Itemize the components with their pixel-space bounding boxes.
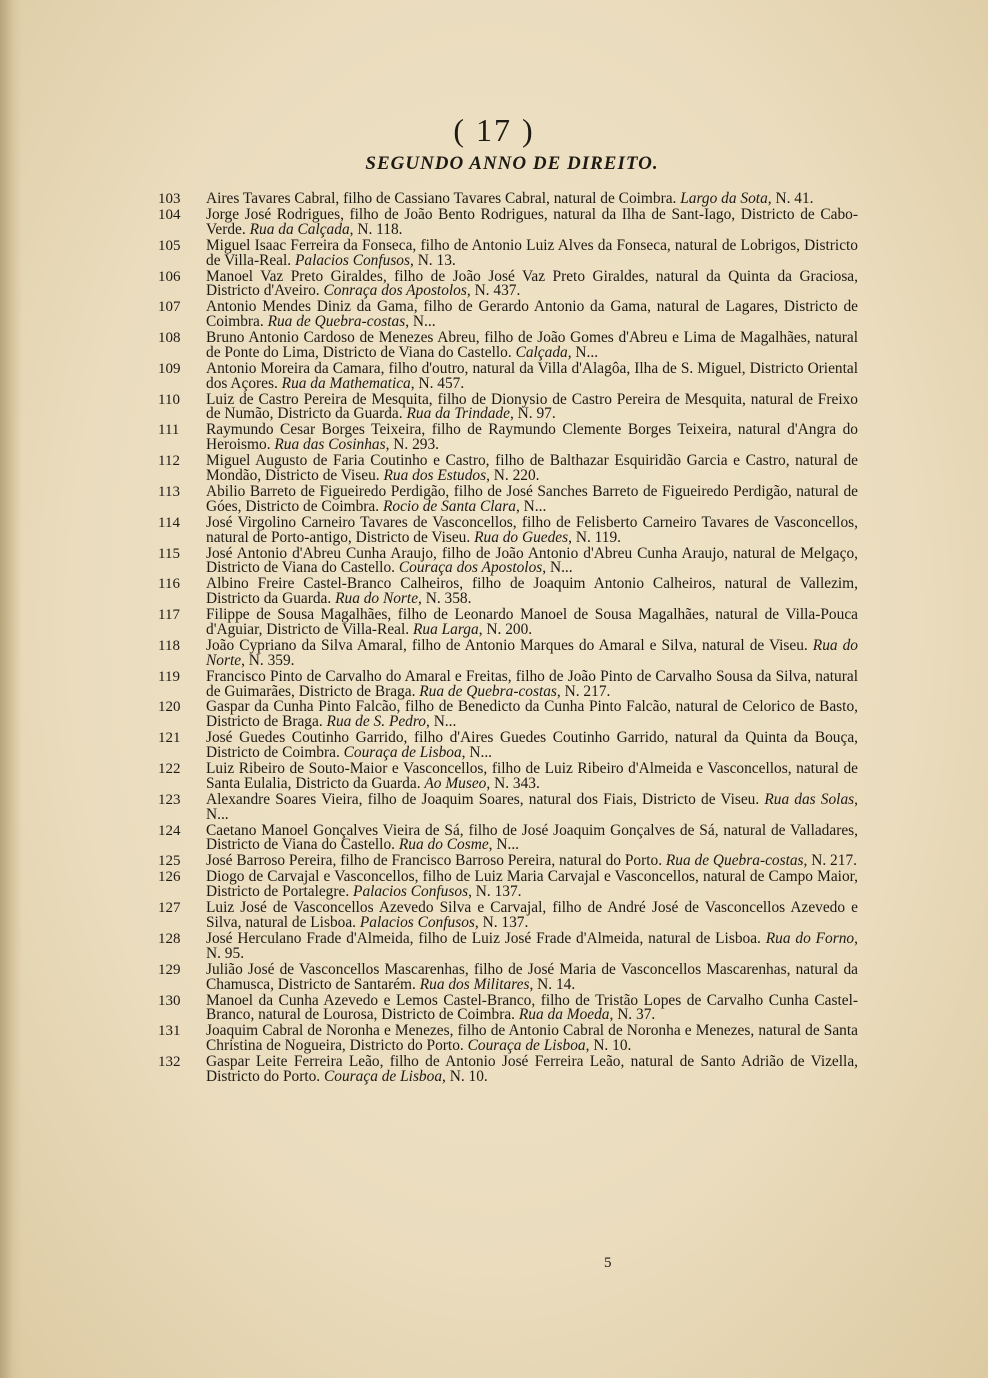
entry-address: Rua das Solas: [764, 790, 855, 808]
list-item: [158, 267, 858, 300]
entry-house-number: , N. 119.: [568, 528, 622, 546]
list-item: [158, 991, 858, 1024]
list-item: [158, 854, 858, 869]
entry-description: José Antonio d'Abreu Cunha Araujo, filho de João Antonio d'Abreu Cunha Araujo, natural de Melgaço, Districto de Viana do Castello.: [206, 544, 858, 577]
entry-number: 128: [158, 930, 181, 947]
entry-number: 117: [158, 607, 180, 624]
entry-number: 132: [158, 1054, 181, 1071]
list-item: [158, 205, 858, 238]
list-item: [158, 929, 858, 962]
list-item: [158, 513, 858, 546]
entry-house-number: , N...: [461, 744, 493, 762]
entry-house-number: , N. 200.: [478, 620, 533, 638]
entry-address: Rua de Quebra-costas: [665, 852, 804, 870]
entry-address: Rua da Moeda: [518, 1006, 610, 1024]
list-item: [158, 423, 858, 453]
entry-house-number: , N. 457.: [410, 374, 465, 392]
entry-address: Rua das Cosinhas: [274, 436, 386, 454]
entry-text: [206, 870, 858, 900]
entry-text: [206, 454, 858, 484]
entry-number: 113: [158, 484, 180, 501]
entry-text: [206, 901, 858, 931]
entry-address: Rua de S. Pedro: [326, 713, 426, 731]
entry-description: Luiz Ribeiro de Souto-Maior e Vasconcellos, filho de Luiz Ribeiro d'Almeida e Vasconcellos, natural de Santa Eulalia, Districto da Guarda.: [206, 760, 858, 792]
entry-number: 126: [158, 869, 181, 886]
entry-house-number: , N...: [426, 713, 457, 731]
entry-address: Calçada: [515, 343, 568, 361]
entry-description: Gaspar Leite Ferreira Leão, filho de Antonio José Ferreira Leão, natural de Santo Adrião de Vizella, Districto do Porto.: [206, 1053, 858, 1085]
entry-description: Antonio Moreira da Camara, filho d'outro, natural da Villa d'Alagôa, Ilha de S. Miguel, Districto Oriental dos Açores.: [206, 359, 858, 392]
entry-address: Rua do Cosme: [398, 836, 489, 854]
entry-description: Miguel Augusto de Faria Coutinho e Castro, filho de Balthazar Esquiridão Garcia e Castro, natural de Mondão, Districto de Viseu.: [206, 452, 858, 485]
entry-text: [206, 1055, 858, 1085]
entry-text: [206, 700, 858, 730]
entry-house-number: , N. 359.: [241, 651, 295, 669]
entry-number: 107: [158, 299, 181, 316]
list-item: [158, 192, 858, 207]
entry-house-number: , N...: [567, 343, 599, 361]
entry-description: Gaspar da Cunha Pinto Falcão, filho de Benedicto da Cunha Pinto Falcão, natural de Celorico de Basto, Districto de Braga.: [206, 698, 858, 731]
entry-description: Bruno Antonio Cardoso de Menezes Abreu, filho de João Gomes d'Abreu e Lima de Magalhães, natural de Ponte do Lima, Districto de Viana do Castello.: [206, 329, 858, 361]
entry-description: Antonio Mendes Diniz da Gama, filho de Gerardo Antonio da Gama, natural de Lagares, Districto de Coimbra.: [206, 298, 858, 331]
entry-house-number: , N. 37.: [609, 1006, 656, 1024]
entry-address: Ao Museo: [424, 774, 487, 792]
entry-house-number: , N. 95.: [206, 929, 858, 962]
entry-house-number: , N...: [515, 497, 547, 515]
entry-description: José Herculano Frade d'Almeida, filho de Luiz José Frade d'Almeida, natural de Lisboa.: [206, 929, 761, 947]
list-item: [158, 667, 858, 700]
entry-address: Rua da Calçada: [249, 220, 350, 238]
list-item: [158, 390, 858, 423]
entry-address: Rua do Norte: [335, 590, 419, 608]
entry-text: [206, 192, 858, 207]
entry-description: Luiz de Castro Pereira de Mesquita, filho de Dionysio de Castro Pereira de Mesquita, natural de Freixo de Numão, Districto da Guarda.: [206, 390, 858, 423]
list-item: [158, 485, 858, 515]
entry-text: [206, 960, 858, 993]
entry-text: [206, 821, 858, 854]
list-item: [158, 821, 858, 854]
printer-signature: 5: [604, 1255, 612, 1271]
entry-address: Rua dos Estudos: [383, 467, 487, 485]
entry-text: [206, 667, 858, 700]
entry-description: Francisco Pinto de Carvalho do Amaral e Freitas, filho de João Pinto de Carvalho Sousa da Silva, natural de Guimarães, Districto de Braga.: [206, 667, 858, 700]
entry-number: 116: [158, 576, 180, 593]
entry-address: Rua de Quebra-costas: [419, 682, 557, 700]
student-list: [158, 192, 858, 1086]
entry-address: Largo da Sota: [680, 190, 768, 207]
entry-description: Manoel Vaz Preto Giraldes, filho de João José Vaz Preto Giraldes, natural da Quinta da Graciosa, Districto d'Aveiro.: [206, 267, 858, 300]
entry-house-number: , N...: [488, 836, 520, 854]
entry-description: Abilio Barreto de Figueiredo Perdigão, filho de José Sanches Barreto de Figueiredo Perdigão, natural de Góes, Districto de Coimbra.: [206, 483, 858, 515]
entry-number: 103: [158, 191, 181, 207]
entry-text: [206, 929, 858, 962]
entry-address: Rocio de Santa Clara: [382, 497, 516, 515]
entry-description: Luiz José de Vasconcellos Azevedo Silva e Carvajal, filho de André José de Vasconcellos Azevedo e Silva, natural de Lisboa.: [206, 899, 858, 931]
entry-address: Rua do Norte: [206, 636, 858, 669]
entry-number: 110: [158, 391, 180, 408]
entry-house-number: , N. 137.: [474, 913, 529, 931]
list-item: [158, 300, 858, 330]
entry-house-number: , N. 137.: [468, 883, 522, 901]
entry-description: Manoel da Cunha Azevedo e Lemos Castel-Branco, filho de Tristão Lopes de Carvalho Cunha Castel-Branco, natural de Lourosa, Districto de Coimbra.: [206, 991, 858, 1024]
entry-description: José Virgolino Carneiro Tavares de Vasconcellos, filho de Felisberto Carneiro Tavares de Vasconcellos, natural de Porto-antigo, Districto de Viseu.: [206, 513, 858, 546]
entry-number: 114: [158, 514, 180, 531]
entry-number: 124: [158, 822, 181, 839]
entry-description: Miguel Isaac Ferreira da Fonseca, filho de Antonio Luiz Alves da Fonseca, natural de Lobrigos, Districto de Villa-Real.: [206, 236, 858, 269]
entry-number: 121: [158, 730, 181, 747]
entry-description: João Cypriano da Silva Amaral, filho de Antonio Marques do Amaral e Silva, natural de Viseu.: [206, 636, 808, 654]
entry-number: 118: [158, 637, 180, 654]
list-item: [158, 731, 858, 761]
list-item: [158, 870, 858, 900]
entry-house-number: , N. 293.: [385, 436, 440, 454]
entry-number: 127: [158, 900, 181, 917]
entry-description: Alexandre Soares Vieira, filho de Joaquim Soares, natural dos Fiais, Districto de Viseu.: [206, 790, 760, 808]
list-item: [158, 700, 858, 730]
entry-number: 119: [158, 668, 180, 685]
entry-number: 131: [158, 1023, 181, 1040]
section-title: SEGUNDO ANNO DE DIREITO.: [365, 153, 659, 174]
entry-address: Conraça dos Apostolos: [323, 282, 467, 300]
entry-text: [206, 577, 858, 607]
entry-number: 109: [158, 360, 181, 377]
entry-house-number: , N. 343.: [486, 774, 540, 792]
entry-description: José Guedes Coutinho Garrido, filho d'Aires Guedes Coutinho Garrido, natural da Quinta da Bouça, Districto de Coimbra.: [206, 729, 858, 762]
entry-text: [206, 854, 858, 869]
list-item: [158, 790, 858, 823]
entry-description: Joaquim Cabral de Noronha e Menezes, filho de Antonio Cabral de Noronha e Menezes, natural de Santa Christina de Nogueira, Districto do Porto.: [206, 1022, 858, 1055]
entry-text: [206, 544, 858, 577]
entry-house-number: , N...: [206, 790, 858, 823]
list-item: [158, 901, 858, 931]
entry-house-number: , N. 118.: [349, 220, 403, 238]
entry-address: Rua do Guedes: [474, 528, 569, 546]
entry-address: Rua da Trindade: [406, 405, 510, 423]
entry-address: Couraça dos Apostolos: [398, 559, 543, 577]
entry-description: Albino Freire Castel-Branco Calheiros, filho de Joaquim Antonio Calheiros, natural de Vallezim, Districto da Guarda.: [206, 575, 858, 608]
entry-address: Palacios Confusos: [353, 883, 469, 901]
entry-house-number: , N. 97.: [509, 405, 556, 423]
list-item: [158, 1024, 858, 1054]
entry-number: 105: [158, 237, 181, 254]
entry-house-number: , N...: [405, 313, 436, 331]
list-item: [158, 608, 858, 638]
entry-number: 120: [158, 699, 181, 716]
entry-house-number: , N. 13.: [410, 251, 456, 269]
entry-address: Palacios Confusos: [359, 913, 475, 931]
entry-text: [206, 267, 858, 300]
entry-description: Caetano Manoel Gonçalves Vieira de Sá, filho de José Joaquim Gonçalves de Sá, natural de Valladares, Districto de Viana do Castello.: [206, 821, 858, 854]
entry-number: 129: [158, 961, 181, 978]
entry-number: 115: [158, 545, 180, 562]
list-item: [158, 359, 858, 392]
entry-address: Couraça de Lisboa: [324, 1067, 443, 1085]
entry-address: Rua de Quebra-costas: [267, 313, 406, 331]
entry-text: [206, 790, 858, 823]
entry-description: Filippe de Sousa Magalhães, filho de Leonardo Manoel de Sousa Magalhães, natural de Villa-Pouca d'Aguiar, Districto de Villa-Real.: [206, 606, 858, 638]
entry-number: 123: [158, 791, 181, 808]
entry-text: [206, 390, 858, 423]
entry-address: Rua do Forno: [765, 929, 855, 947]
binding-gutter: [0, 0, 22, 1378]
entry-house-number: , N. 10.: [585, 1037, 632, 1055]
entry-description: Jorge José Rodrigues, filho de João Bento Rodrigues, natural da Ilha de Sant-Iago, Districto de Cabo-Verde.: [206, 205, 858, 238]
entry-number: 125: [158, 853, 181, 870]
entry-text: [206, 485, 858, 515]
entry-text: [206, 731, 858, 761]
entry-number: 111: [158, 422, 180, 439]
list-item: [158, 577, 858, 607]
entry-text: [206, 991, 858, 1024]
entry-number: 104: [158, 206, 181, 223]
entry-address: Rua dos Militares: [419, 975, 530, 993]
entry-description: Aires Tavares Cabral, filho de Cassiano Tavares Cabral, natural de Coimbra.: [206, 190, 677, 207]
entry-house-number: , N...: [542, 559, 573, 577]
list-item: [158, 236, 858, 269]
entry-text: [206, 423, 858, 453]
entry-address: Rua Larga: [412, 620, 479, 638]
entry-house-number: , N. 437.: [466, 282, 521, 300]
list-item: [158, 960, 858, 993]
entry-description: Diogo de Carvajal e Vasconcellos, filho de Luiz Maria Carvajal e Vasconcellos, natural de Campo Maior, Districto de Portalegre.: [206, 868, 858, 901]
entry-house-number: , N. 217.: [803, 852, 857, 870]
entry-number: 130: [158, 992, 181, 1009]
list-item: [158, 331, 858, 361]
entry-text: [206, 300, 858, 330]
list-item: [158, 762, 858, 792]
entry-text: [206, 1024, 858, 1054]
entry-text: [206, 236, 858, 269]
entry-text: [206, 359, 858, 392]
entry-address: Palacios Confusos: [294, 251, 410, 269]
entry-description: Julião José de Vasconcellos Mascarenhas, filho de José Maria de Vasconcellos Mascarenhas, natural da Chamusca, Districto de Santarém.: [206, 960, 858, 993]
entry-address: Couraça de Lisboa: [467, 1037, 586, 1055]
entry-number: 122: [158, 761, 181, 778]
entry-number: 108: [158, 330, 181, 347]
page-number: ( 17 ): [453, 112, 535, 148]
entry-description: José Barroso Pereira, filho de Francisco Barroso Pereira, natural do Porto.: [206, 852, 663, 870]
entry-address: Couraça de Lisboa: [343, 744, 462, 762]
entry-house-number: , N. 14.: [529, 975, 576, 993]
entry-house-number: , N. 358.: [418, 590, 472, 608]
entry-number: 106: [158, 268, 181, 285]
list-item: [158, 454, 858, 484]
entry-address: Rua da Mathematica: [281, 374, 411, 392]
entry-house-number: , N. 41.: [767, 190, 814, 207]
entry-house-number: , N. 217.: [556, 682, 611, 700]
entry-text: [206, 205, 858, 238]
entry-number: 112: [158, 453, 180, 470]
entry-text: [206, 513, 858, 546]
entry-text: [206, 331, 858, 361]
entry-description: Raymundo Cesar Borges Teixeira, filho de Raymundo Clemente Borges Teixeira, natural d'Angra do Heroismo.: [206, 421, 858, 454]
entry-text: [206, 762, 858, 792]
entry-house-number: , N. 220.: [486, 467, 540, 485]
entry-text: [206, 636, 858, 669]
entry-house-number: , N. 10.: [442, 1067, 488, 1085]
entry-text: [206, 608, 858, 638]
list-item: [158, 1055, 858, 1085]
list-item: [158, 636, 858, 669]
list-item: [158, 544, 858, 577]
